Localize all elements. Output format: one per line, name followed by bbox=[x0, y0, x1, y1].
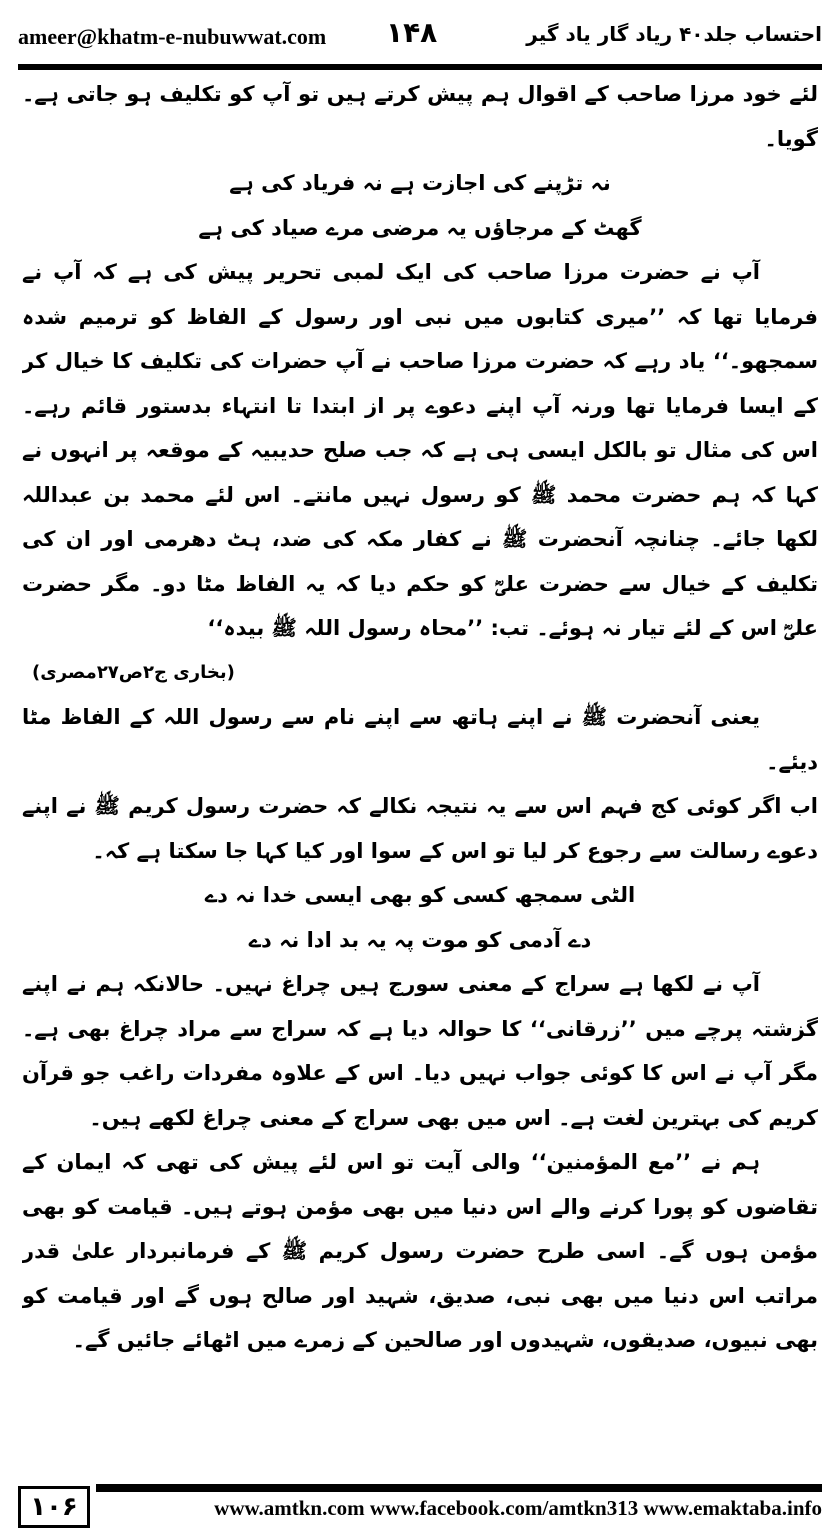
footer-links[interactable]: www.amtkn.com www.facebook.com/amtkn313 www.emaktaba.info bbox=[214, 1496, 822, 1520]
page-header bbox=[18, 18, 822, 62]
page-body bbox=[22, 72, 818, 1452]
verse-line-3: الٹی سمجھ کسی کو بھی ایسی خدا نہ دے bbox=[204, 883, 636, 907]
page-footer bbox=[18, 1484, 822, 1530]
paragraph-4: اب اگر کوئی کج فہم اس سے یہ نتیجہ نکالے کہ حضرت رسول کریم ﷺ نے اپنے دعوے رسالت سے رجوع کر لیا تو اس کے سوا اور کیا کہا جا سکتا ہے کہ۔ bbox=[22, 794, 818, 863]
header-title: احتساب جلد۴۰ ریاد گار یاد گیر bbox=[526, 22, 822, 46]
header-email: ameer@khatm-e-nubuwwat.com bbox=[18, 24, 327, 49]
verse-line-1: نہ تڑپنے کی اجازت ہے نہ فریاد کی ہے bbox=[229, 171, 611, 195]
header-rule bbox=[18, 64, 822, 70]
paragraph-6: ہم نے ’’مع المؤمنین‘‘ والی آیت تو اس لئے پیش کی تھی کہ ایمان کے تقاضوں کو پورا کرنے والے اس دنیا میں بھی مؤمن ہوتے ہیں۔ قیامت کو بھی مؤمن ہوں گے۔ اسی طرح حضرت رسول کریم ﷺ کے فرمانبردار علیٰ قدر مراتب اس دنیا میں بھی نبی، صدیق، شہید اور صالح ہوں گے اور قیامت کو بھی نبیوں، صدیقوں، شہیدوں اور صالحین کے زمرے میں اٹھائے جائیں گے۔ bbox=[22, 1150, 818, 1352]
verse-line-2: گھٹ کے مرجاؤں یہ مرضی مرے صیاد کی ہے bbox=[198, 215, 642, 240]
paragraph-3: یعنی آنحضرت ﷺ نے اپنے ہاتھ سے اپنے نام سے رسول اللہ کے الفاظ مٹا دیئے۔ bbox=[22, 705, 818, 774]
citation: (بخاری ج۲ص۲۷مصری) bbox=[32, 661, 235, 683]
paragraph-1: لئے خود مرزا صاحب کے اقوال ہم پیش کرتے ہیں تو آپ کو تکلیف ہو جاتی ہے۔ گویا۔ bbox=[22, 82, 818, 151]
verse-line-4: دے آدمی کو موت پہ یہ بد ادا نہ دے bbox=[248, 927, 592, 952]
footer-rule bbox=[96, 1484, 822, 1492]
paragraph-2: آپ نے حضرت مرزا صاحب کی ایک لمبی تحریر پیش کی ہے کہ آپ نے فرمایا تھا کہ ’’میری کتابوں میں نبی اور رسول کے الفاظ کو ترمیم شدہ سمجھو۔‘‘ یاد رہے کہ حضرت مرزا صاحب نے آپ حضرات کی تکلیف کا خیال کر کے ایسا فرمایا تھا ورنہ آپ اپنے دعوے پر از ابتدا تا انتہاء بدستور قائم رہے۔ اس کی مثال تو بالکل ایسی ہی ہے کہ جب صلح حدیبیہ کے موقعہ پر انہوں نے کہا کہ ہم حضرت محمد ﷺ کو رسول نہیں مانتے۔ اس لئے محمد بن عبداللہ لکھا جائے۔ چنانچہ آنحضرت ﷺ نے کفار مکہ کی ضد، ہٹ دھرمی اور ان کی تکلیف کے خیال سے حضرت علیؓ کو حکم دیا کہ یہ الفاظ مٹا دو۔ مگر حضرت علیؓ اس کے لئے تیار نہ ہوئے۔ تب: ’’محاہ رسول اللہ ﷺ بیدہ‘‘ bbox=[22, 260, 818, 640]
paragraph-5: آپ نے لکھا ہے سراج کے معنی سورج ہیں چراغ نہیں۔ حالانکہ ہم نے اپنے گزشتہ پرچے میں ’’زرقانی‘‘ کا حوالہ دیا ہے کہ سراج سے مراد چراغ بھی ہے۔ مگر آپ نے اس کا کوئی جواب نہیں دیا۔ اس کے علاوہ مفردات راغب جو قرآن کریم کی بہترین لغت ہے۔ اس میں بھی سراج کے معنی چراغ لکھے ہیں۔ bbox=[22, 972, 818, 1130]
header-page-number: ۱۴۸ bbox=[386, 16, 438, 49]
footer-page-number: ۱۰۶ bbox=[18, 1486, 90, 1528]
